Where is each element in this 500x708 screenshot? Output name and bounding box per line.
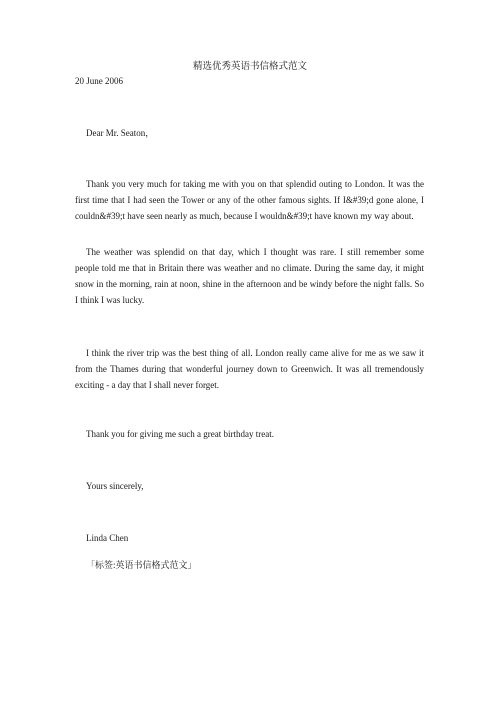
letter-paragraph-2: The weather was splendid on that day, which I thought was rare. I still remember some people told me that in Britain there was weather and no climate. During the same day, it might snow in the morning, rain at noon, shine in the afternoon and be windy before the night falls. So I think I was lucky. — [75, 247, 424, 305]
letter-paragraph-3: I think the river trip was the best thing of all. London really came alive for me as we saw it from the Thames during that wonderful journey down to Greenwich. It was all tremendously exciting - a day that I shall never forget. — [75, 348, 424, 390]
letter-date: 20 June 2006 — [75, 76, 123, 86]
document-title: 精选优秀英语书信格式范文 — [192, 62, 307, 72]
letter-paragraph-1: Thank you very much for taking me with you on that splendid outing to London. It was the first time that I had seen the Tower or any of the other famous sights. If I&#39;d gone alone, I couldn&#39;t have seen nearly as much, because I wouldn&#39;t have known my way about. — [75, 179, 424, 221]
letter-closing: Yours sincerely, — [86, 481, 144, 491]
letter-signature: Linda Chen — [86, 533, 129, 543]
letter-salutation: Dear Mr. Seaton， — [86, 128, 155, 138]
document-tags: 「标签:英语书信格式范文」 — [86, 560, 197, 570]
letter-paragraph-4: Thank you for giving me such a great birthday treat. — [86, 429, 274, 439]
